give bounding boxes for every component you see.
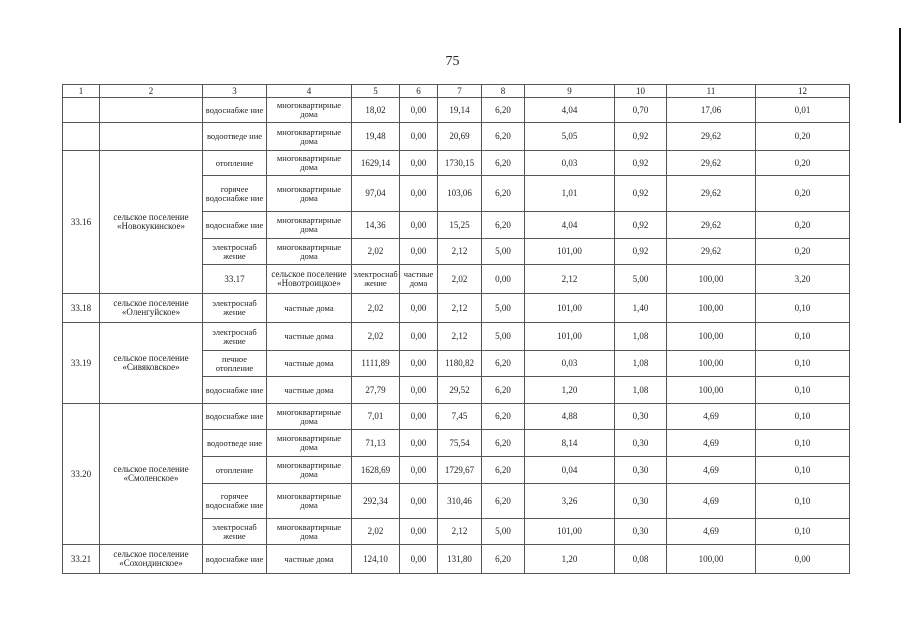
service-cell: водоотведе ние xyxy=(203,123,267,151)
value-cell: 14,36 xyxy=(352,212,400,239)
value-cell: 8,14 xyxy=(525,430,615,457)
value-cell: 5,05 xyxy=(525,123,615,151)
settlement-name-cell xyxy=(100,123,203,151)
margin-rule xyxy=(899,28,901,123)
value-cell: 5,00 xyxy=(615,265,667,294)
service-cell: горячее водоснабже ние xyxy=(203,484,267,519)
column-header: 1 xyxy=(63,85,100,98)
value-cell: 100,00 xyxy=(667,323,756,351)
row-number-cell: 33.18 xyxy=(63,294,100,323)
value-cell: 29,62 xyxy=(667,239,756,265)
value-cell: 0,00 xyxy=(400,239,438,265)
value-cell: 0,00 xyxy=(400,176,438,212)
service-cell: водоснабже ние xyxy=(203,212,267,239)
value-cell: 0,92 xyxy=(615,123,667,151)
value-cell: 0,20 xyxy=(756,212,850,239)
value-cell: 100,00 xyxy=(667,545,756,574)
service-cell: водоснабже ние xyxy=(203,377,267,404)
service-cell: горячее водоснабже ние xyxy=(203,176,267,212)
service-cell: водоотведе ние xyxy=(203,430,267,457)
column-header: 5 xyxy=(352,85,400,98)
value-cell: 100,00 xyxy=(667,265,756,294)
housing-type-cell: частные дома xyxy=(267,323,352,351)
value-cell: 0,03 xyxy=(525,151,615,176)
value-cell: 1111,89 xyxy=(352,351,400,377)
value-cell: 0,92 xyxy=(615,176,667,212)
value-cell: 19,48 xyxy=(352,123,400,151)
page-number: 75 xyxy=(445,54,460,69)
value-cell: 6,20 xyxy=(482,212,525,239)
value-cell: 4,04 xyxy=(525,98,615,123)
value-cell: 97,04 xyxy=(352,176,400,212)
settlement-name-cell: сельское поселение «Сивяковское» xyxy=(100,323,203,404)
settlement-name-cell xyxy=(100,98,203,123)
value-cell: 1180,82 xyxy=(438,351,482,377)
value-cell: 2,02 xyxy=(352,239,400,265)
value-cell: 0,00 xyxy=(400,519,438,545)
value-cell: 131,80 xyxy=(438,545,482,574)
table-row xyxy=(63,123,850,151)
value-cell: 29,62 xyxy=(667,123,756,151)
value-cell: 1729,67 xyxy=(438,457,482,484)
value-cell: 0,00 xyxy=(400,151,438,176)
housing-type-cell: частные дома xyxy=(267,351,352,377)
value-cell: 0,00 xyxy=(400,404,438,430)
value-cell: 1,08 xyxy=(615,377,667,404)
value-cell: 101,00 xyxy=(525,519,615,545)
value-cell: 2,12 xyxy=(438,294,482,323)
value-cell: 1,20 xyxy=(525,377,615,404)
value-cell: 29,62 xyxy=(667,151,756,176)
value-cell: 0,70 xyxy=(615,98,667,123)
row-number-cell xyxy=(63,98,100,123)
value-cell: 2,02 xyxy=(438,265,482,294)
service-cell: водоснабже ние xyxy=(203,545,267,574)
value-cell: 0,92 xyxy=(615,151,667,176)
value-cell: 20,69 xyxy=(438,123,482,151)
value-cell: 0,00 xyxy=(400,545,438,574)
value-cell: 2,12 xyxy=(438,519,482,545)
settlement-name-cell: сельское поселение «Оленгуйское» xyxy=(100,294,203,323)
column-header: 11 xyxy=(667,85,756,98)
value-cell: 29,52 xyxy=(438,377,482,404)
column-header: 4 xyxy=(267,85,352,98)
row-number-cell: 33.17 xyxy=(203,265,267,294)
value-cell: 4,69 xyxy=(667,484,756,519)
value-cell: 1,01 xyxy=(525,176,615,212)
value-cell: 4,69 xyxy=(667,457,756,484)
value-cell: 1,08 xyxy=(615,351,667,377)
value-cell: 103,06 xyxy=(438,176,482,212)
value-cell: 4,69 xyxy=(667,519,756,545)
value-cell: 6,20 xyxy=(482,176,525,212)
value-cell: 1,20 xyxy=(525,545,615,574)
table-row xyxy=(63,294,850,323)
value-cell: 6,20 xyxy=(482,545,525,574)
service-cell: отопление xyxy=(203,457,267,484)
service-cell: печное отопление xyxy=(203,351,267,377)
housing-type-cell: многоквартирные дома xyxy=(267,404,352,430)
value-cell: 19,14 xyxy=(438,98,482,123)
value-cell: 5,00 xyxy=(482,519,525,545)
value-cell: 0,10 xyxy=(756,484,850,519)
settlement-name-cell: сельское поселение «Новотроицкое» xyxy=(267,265,352,294)
value-cell: 0,03 xyxy=(525,351,615,377)
value-cell: 0,30 xyxy=(615,519,667,545)
value-cell: 292,34 xyxy=(352,484,400,519)
service-cell: водоснабже ние xyxy=(203,404,267,430)
value-cell: 0,10 xyxy=(756,323,850,351)
value-cell: 0,30 xyxy=(615,457,667,484)
housing-type-cell: частные дома xyxy=(267,294,352,323)
service-cell: электроснаб жение xyxy=(352,265,400,294)
value-cell: 6,20 xyxy=(482,351,525,377)
value-cell: 5,00 xyxy=(482,239,525,265)
value-cell: 0,00 xyxy=(400,457,438,484)
value-cell: 1629,14 xyxy=(352,151,400,176)
value-cell: 1730,15 xyxy=(438,151,482,176)
housing-type-cell: многоквартирные дома xyxy=(267,519,352,545)
value-cell: 2,12 xyxy=(525,265,615,294)
value-cell: 0,00 xyxy=(400,212,438,239)
table-row xyxy=(63,404,850,430)
housing-type-cell: многоквартирные дома xyxy=(267,176,352,212)
value-cell: 0,10 xyxy=(756,519,850,545)
column-header: 2 xyxy=(100,85,203,98)
value-cell: 3,20 xyxy=(756,265,850,294)
value-cell: 2,12 xyxy=(438,239,482,265)
row-number-cell: 33.20 xyxy=(63,404,100,545)
value-cell: 1,08 xyxy=(615,323,667,351)
value-cell: 0,00 xyxy=(400,323,438,351)
value-cell: 29,62 xyxy=(667,176,756,212)
header-row xyxy=(63,85,850,98)
housing-type-cell: многоквартирные дома xyxy=(267,484,352,519)
value-cell: 0,30 xyxy=(615,430,667,457)
value-cell: 15,25 xyxy=(438,212,482,239)
value-cell: 3,26 xyxy=(525,484,615,519)
housing-type-cell: многоквартирные дома xyxy=(267,212,352,239)
settlement-name-cell: сельское поселение «Новокукинское» xyxy=(100,151,203,294)
value-cell: 0,30 xyxy=(615,484,667,519)
value-cell: 0,10 xyxy=(756,430,850,457)
value-cell: 75,54 xyxy=(438,430,482,457)
value-cell: 4,69 xyxy=(667,430,756,457)
value-cell: 6,20 xyxy=(482,430,525,457)
value-cell: 7,01 xyxy=(352,404,400,430)
value-cell: 6,20 xyxy=(482,151,525,176)
column-header: 12 xyxy=(756,85,850,98)
row-number-cell: 33.19 xyxy=(63,323,100,404)
value-cell: 4,04 xyxy=(525,212,615,239)
value-cell: 0,92 xyxy=(615,239,667,265)
value-cell: 0,00 xyxy=(400,294,438,323)
column-header: 6 xyxy=(400,85,438,98)
value-cell: 18,02 xyxy=(352,98,400,123)
housing-type-cell: частные дома xyxy=(267,545,352,574)
value-cell: 100,00 xyxy=(667,351,756,377)
service-cell: водоснабже ние xyxy=(203,98,267,123)
value-cell: 0,08 xyxy=(615,545,667,574)
value-cell: 0,00 xyxy=(400,430,438,457)
value-cell: 0,00 xyxy=(400,98,438,123)
value-cell: 100,00 xyxy=(667,294,756,323)
service-cell: электроснаб жение xyxy=(203,294,267,323)
value-cell: 17,06 xyxy=(667,98,756,123)
value-cell: 4,88 xyxy=(525,404,615,430)
value-cell: 71,13 xyxy=(352,430,400,457)
row-number-cell: 33.16 xyxy=(63,151,100,294)
value-cell: 0,10 xyxy=(756,377,850,404)
service-cell: электроснаб жение xyxy=(203,239,267,265)
value-cell: 0,00 xyxy=(482,265,525,294)
value-cell: 0,30 xyxy=(615,404,667,430)
value-cell: 0,00 xyxy=(400,377,438,404)
column-header: 9 xyxy=(525,85,615,98)
value-cell: 0,01 xyxy=(756,98,850,123)
row-number-cell: 33.21 xyxy=(63,545,100,574)
value-cell: 2,02 xyxy=(352,519,400,545)
table-row xyxy=(63,151,850,176)
value-cell: 124,10 xyxy=(352,545,400,574)
service-cell: электроснаб жение xyxy=(203,519,267,545)
value-cell: 0,10 xyxy=(756,404,850,430)
settlement-name-cell: сельское поселение «Сохондинское» xyxy=(100,545,203,574)
service-cell: отопление xyxy=(203,151,267,176)
value-cell: 100,00 xyxy=(667,377,756,404)
value-cell: 29,62 xyxy=(667,212,756,239)
column-header: 7 xyxy=(438,85,482,98)
value-cell: 6,20 xyxy=(482,457,525,484)
value-cell: 310,46 xyxy=(438,484,482,519)
value-cell: 2,02 xyxy=(352,323,400,351)
housing-type-cell: многоквартирные дома xyxy=(267,98,352,123)
data-table xyxy=(62,84,850,574)
value-cell: 4,69 xyxy=(667,404,756,430)
table-row xyxy=(63,98,850,123)
value-cell: 6,20 xyxy=(482,404,525,430)
housing-type-cell: частные дома xyxy=(400,265,438,294)
value-cell: 0,20 xyxy=(756,176,850,212)
housing-type-cell: многоквартирные дома xyxy=(267,123,352,151)
value-cell: 7,45 xyxy=(438,404,482,430)
value-cell: 0,00 xyxy=(756,545,850,574)
value-cell: 101,00 xyxy=(525,239,615,265)
value-cell: 6,20 xyxy=(482,123,525,151)
value-cell: 0,04 xyxy=(525,457,615,484)
housing-type-cell: многоквартирные дома xyxy=(267,430,352,457)
housing-type-cell: многоквартирные дома xyxy=(267,151,352,176)
value-cell: 27,79 xyxy=(352,377,400,404)
table-row xyxy=(63,323,850,351)
value-cell: 2,02 xyxy=(352,294,400,323)
value-cell: 0,20 xyxy=(756,151,850,176)
value-cell: 1,40 xyxy=(615,294,667,323)
value-cell: 2,12 xyxy=(438,323,482,351)
column-header: 8 xyxy=(482,85,525,98)
housing-type-cell: частные дома xyxy=(267,377,352,404)
value-cell: 0,00 xyxy=(400,484,438,519)
value-cell: 6,20 xyxy=(482,377,525,404)
value-cell: 101,00 xyxy=(525,323,615,351)
value-cell: 101,00 xyxy=(525,294,615,323)
housing-type-cell: многоквартирные дома xyxy=(267,239,352,265)
row-number-cell xyxy=(63,123,100,151)
value-cell: 5,00 xyxy=(482,323,525,351)
value-cell: 0,00 xyxy=(400,123,438,151)
value-cell: 6,20 xyxy=(482,484,525,519)
value-cell: 0,92 xyxy=(615,212,667,239)
value-cell: 0,10 xyxy=(756,457,850,484)
value-cell: 0,10 xyxy=(756,294,850,323)
housing-type-cell: многоквартирные дома xyxy=(267,457,352,484)
column-header: 3 xyxy=(203,85,267,98)
value-cell: 6,20 xyxy=(482,98,525,123)
settlement-name-cell: сельское поселение «Смоленское» xyxy=(100,404,203,545)
value-cell: 0,20 xyxy=(756,239,850,265)
column-header: 10 xyxy=(615,85,667,98)
value-cell: 0,20 xyxy=(756,123,850,151)
value-cell: 5,00 xyxy=(482,294,525,323)
value-cell: 0,10 xyxy=(756,351,850,377)
value-cell: 0,00 xyxy=(400,351,438,377)
table-row xyxy=(63,545,850,574)
value-cell: 1628,69 xyxy=(352,457,400,484)
service-cell: электроснаб жение xyxy=(203,323,267,351)
